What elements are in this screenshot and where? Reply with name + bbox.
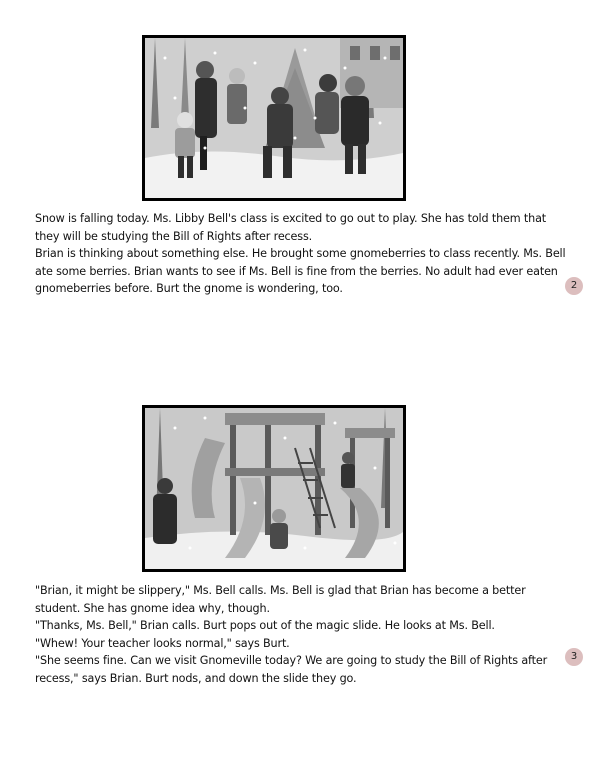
paragraph: "She seems fine. Can we visit Gnomeville today? We are going to study the Bill of Rights after recess," says Brian. Burt nods, and down the slide they go. [35,654,548,685]
illustration-snow-walk [142,35,406,201]
illustration-playground [142,405,406,572]
paragraph: "Thanks, Ms. Bell," Brian calls. Burt pops out of the magic slide. He looks at Ms. Bell. [35,619,495,633]
paragraph: Snow is falling today. Ms. Libby Bell's class is excited to go out to play. She has told them that they will be studying the Bill of Rights after recess. [35,212,547,243]
paragraph: "Brian, it might be slippery," Ms. Bell calls. Ms. Bell is glad that Brian has become a better student. She has gnome idea why, though. [35,584,526,615]
paragraph: "Whew! Your teacher looks normal," says Burt. [35,636,290,650]
page-number-badge: 2 [565,277,583,295]
paragraph: Brian is thinking about something else. He brought some gnomeberries to class recently. Ms. Bell ate some berries. Brian wants to see if Ms. Bell is fine from the berries. No adult had ever eaten gnomeberries before. Burt the gnome is wondering, too. [35,247,566,296]
snow-walk-drawing [145,38,403,198]
playground-drawing [145,408,403,569]
story-text-page-3 [35,582,570,688]
page-number-badge: 3 [565,648,583,666]
story-text-page-2 [35,210,570,298]
